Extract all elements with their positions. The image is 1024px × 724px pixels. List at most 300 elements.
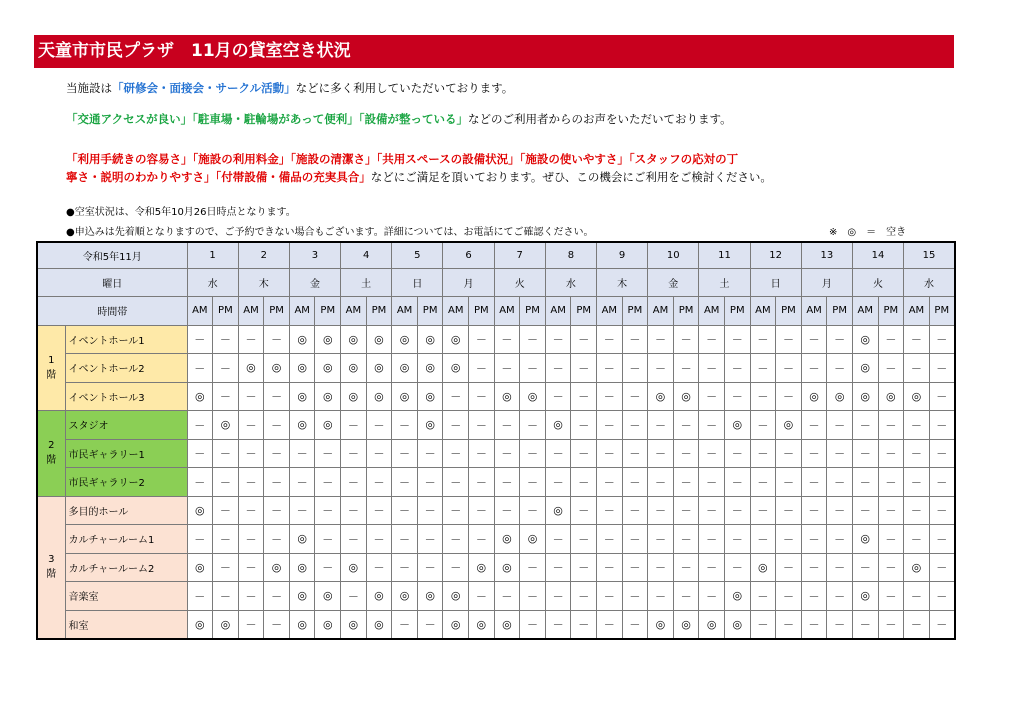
- availability-cell: －: [750, 439, 776, 468]
- am-header: AM: [750, 296, 776, 325]
- availability-cell: －: [545, 468, 571, 497]
- availability-cell: －: [187, 468, 213, 497]
- availability-cell: －: [827, 553, 853, 582]
- room-row: [37, 582, 955, 611]
- legend: ※ ◎ ＝ 空き: [829, 227, 907, 238]
- availability-cell: ◎: [545, 496, 571, 525]
- availability-cell: ◎: [852, 525, 878, 554]
- pm-header: PM: [417, 296, 443, 325]
- availability-cell: －: [699, 553, 725, 582]
- availability-cell: －: [545, 439, 571, 468]
- availability-cell: ◎: [904, 553, 930, 582]
- availability-cell: －: [801, 610, 827, 639]
- availability-cell: ◎: [341, 325, 367, 354]
- intro-paragraph-3-line-1: 「利用手続きの容易さ」「施設の利用料金」「施設の清潔さ」「共用スペースの設備状況」「施設の使いやすさ」「スタッフの応対の丁: [66, 152, 739, 166]
- availability-cell: －: [827, 325, 853, 354]
- availability-cell: －: [750, 582, 776, 611]
- availability-cell: －: [366, 525, 392, 554]
- weekday-header: 土: [699, 268, 750, 296]
- availability-cell: －: [699, 382, 725, 411]
- room-row: [37, 468, 955, 497]
- availability-cell: －: [878, 439, 904, 468]
- availability-cell: ◎: [264, 354, 290, 383]
- availability-cell: －: [238, 439, 264, 468]
- pm-header: PM: [673, 296, 699, 325]
- pm-header: PM: [878, 296, 904, 325]
- room-name: イベントホール3: [65, 382, 187, 411]
- availability-cell: －: [238, 525, 264, 554]
- availability-cell: －: [750, 525, 776, 554]
- availability-cell: －: [622, 439, 648, 468]
- pm-header: PM: [469, 296, 495, 325]
- availability-cell: －: [622, 411, 648, 440]
- availability-cell: －: [801, 411, 827, 440]
- availability-cell: －: [213, 354, 239, 383]
- availability-cell: ◎: [494, 610, 520, 639]
- availability-cell: ◎: [443, 354, 469, 383]
- availability-cell: －: [878, 525, 904, 554]
- availability-cell: －: [622, 525, 648, 554]
- availability-cell: ◎: [750, 553, 776, 582]
- intro-text: などにご満足を頂いております。ぜひ、この機会にご利用をご検討ください。: [370, 170, 772, 184]
- availability-cell: －: [520, 325, 546, 354]
- availability-cell: －: [699, 439, 725, 468]
- availability-cell: －: [878, 496, 904, 525]
- pm-header: PM: [213, 296, 239, 325]
- availability-cell: －: [776, 582, 802, 611]
- room-name: 市民ギャラリー1: [65, 439, 187, 468]
- availability-cell: －: [904, 468, 930, 497]
- availability-cell: ◎: [904, 382, 930, 411]
- availability-cell: －: [187, 582, 213, 611]
- availability-cell: －: [827, 468, 853, 497]
- availability-cell: －: [852, 439, 878, 468]
- availability-cell: －: [469, 525, 495, 554]
- availability-cell: －: [187, 325, 213, 354]
- availability-cell: －: [904, 325, 930, 354]
- am-header: AM: [904, 296, 930, 325]
- availability-cell: －: [597, 325, 623, 354]
- availability-cell: －: [648, 325, 674, 354]
- availability-cell: －: [392, 439, 418, 468]
- availability-cell: ◎: [878, 382, 904, 411]
- availability-cell: －: [929, 525, 955, 554]
- day-header: 15: [904, 242, 955, 268]
- availability-cell: －: [545, 325, 571, 354]
- availability-cell: －: [622, 496, 648, 525]
- availability-cell: －: [878, 325, 904, 354]
- availability-cell: ◎: [827, 382, 853, 411]
- availability-cell: －: [597, 553, 623, 582]
- am-header: AM: [392, 296, 418, 325]
- availability-cell: －: [341, 525, 367, 554]
- availability-cell: ◎: [417, 354, 443, 383]
- availability-cell: －: [724, 325, 750, 354]
- availability-cell: －: [417, 468, 443, 497]
- availability-cell: －: [673, 525, 699, 554]
- availability-cell: －: [597, 496, 623, 525]
- availability-cell: －: [571, 382, 597, 411]
- room-name: カルチャールーム1: [65, 525, 187, 554]
- availability-cell: －: [213, 382, 239, 411]
- availability-cell: －: [238, 610, 264, 639]
- am-header: AM: [187, 296, 213, 325]
- availability-cell: －: [238, 325, 264, 354]
- availability-cell: －: [264, 411, 290, 440]
- availability-cell: ◎: [417, 382, 443, 411]
- availability-cell: ◎: [724, 411, 750, 440]
- room-row: [37, 525, 955, 554]
- availability-cell: －: [315, 439, 341, 468]
- availability-cell: ◎: [315, 382, 341, 411]
- availability-cell: ◎: [366, 382, 392, 411]
- room-name: 多目的ホール: [65, 496, 187, 525]
- pm-header: PM: [264, 296, 290, 325]
- availability-cell: －: [801, 468, 827, 497]
- room-row: [37, 553, 955, 582]
- availability-cell: ◎: [392, 382, 418, 411]
- availability-cell: －: [648, 525, 674, 554]
- availability-cell: －: [827, 610, 853, 639]
- availability-cell: －: [571, 525, 597, 554]
- room-row: [37, 325, 955, 354]
- availability-cell: －: [494, 325, 520, 354]
- availability-cell: －: [443, 525, 469, 554]
- availability-cell: ◎: [417, 411, 443, 440]
- availability-cell: ◎: [315, 354, 341, 383]
- availability-cell: －: [776, 496, 802, 525]
- day-header: 2: [238, 242, 289, 268]
- availability-cell: －: [776, 382, 802, 411]
- intro-text: などに多く利用していただいております。: [295, 81, 514, 95]
- intro-highlight: 「研修会・面接会・サークル活動」: [112, 81, 296, 95]
- availability-cell: －: [443, 382, 469, 411]
- availability-cell: ◎: [673, 382, 699, 411]
- availability-cell: ◎: [520, 382, 546, 411]
- availability-cell: ◎: [469, 553, 495, 582]
- availability-cell: －: [545, 382, 571, 411]
- availability-cell: ◎: [341, 382, 367, 411]
- availability-cell: ◎: [315, 325, 341, 354]
- availability-cell: －: [929, 411, 955, 440]
- availability-cell: －: [443, 496, 469, 525]
- availability-cell: ◎: [443, 582, 469, 611]
- availability-cell: －: [929, 439, 955, 468]
- room-row: [37, 411, 955, 440]
- availability-cell: －: [622, 468, 648, 497]
- availability-cell: －: [264, 610, 290, 639]
- availability-cell: －: [315, 496, 341, 525]
- intro-paragraph-3-line-2: [66, 169, 772, 185]
- availability-cell: －: [545, 525, 571, 554]
- day-header: 7: [494, 242, 545, 268]
- availability-cell: －: [724, 468, 750, 497]
- availability-cell: －: [827, 354, 853, 383]
- availability-cell: －: [904, 525, 930, 554]
- availability-cell: ◎: [315, 411, 341, 440]
- day-header: 1: [187, 242, 238, 268]
- availability-cell: ◎: [238, 354, 264, 383]
- availability-cell: －: [520, 610, 546, 639]
- availability-cell: ◎: [289, 610, 315, 639]
- pm-header: PM: [366, 296, 392, 325]
- am-header: AM: [494, 296, 520, 325]
- availability-cell: －: [776, 610, 802, 639]
- weekday-header: 月: [801, 268, 852, 296]
- availability-cell: －: [776, 553, 802, 582]
- availability-cell: －: [801, 439, 827, 468]
- availability-cell: ◎: [417, 582, 443, 611]
- header-row-days: [37, 242, 955, 268]
- availability-cell: －: [673, 439, 699, 468]
- room-name: 和室: [65, 610, 187, 639]
- weekday-header: 水: [904, 268, 955, 296]
- availability-cell: －: [622, 354, 648, 383]
- availability-cell: ◎: [776, 411, 802, 440]
- availability-cell: －: [238, 411, 264, 440]
- availability-cell: ◎: [852, 325, 878, 354]
- room-name: 市民ギャラリー2: [65, 468, 187, 497]
- availability-cell: －: [673, 496, 699, 525]
- intro-text: などのご利用者からのお声をいただいております。: [468, 112, 732, 126]
- availability-cell: ◎: [417, 325, 443, 354]
- availability-cell: －: [238, 468, 264, 497]
- room-row: [37, 354, 955, 383]
- availability-cell: －: [750, 411, 776, 440]
- availability-cell: －: [622, 325, 648, 354]
- availability-cell: －: [520, 582, 546, 611]
- availability-cell: ◎: [341, 553, 367, 582]
- availability-cell: －: [417, 439, 443, 468]
- availability-cell: －: [852, 610, 878, 639]
- weekday-header: 月: [443, 268, 494, 296]
- availability-cell: －: [776, 354, 802, 383]
- availability-cell: －: [776, 525, 802, 554]
- availability-cell: －: [187, 439, 213, 468]
- availability-cell: －: [341, 439, 367, 468]
- availability-cell: －: [724, 553, 750, 582]
- availability-cell: －: [801, 525, 827, 554]
- weekday-header: 木: [238, 268, 289, 296]
- availability-cell: －: [750, 382, 776, 411]
- availability-cell: －: [187, 411, 213, 440]
- availability-cell: －: [494, 468, 520, 497]
- room-row: [37, 610, 955, 639]
- floor-label: 1 階: [37, 325, 65, 411]
- room-name: イベントホール2: [65, 354, 187, 383]
- availability-cell: －: [699, 496, 725, 525]
- availability-cell: ◎: [366, 325, 392, 354]
- intro-highlight: 「交通アクセスが良い」「駐車場・駐輪場があって便利」「設備が整っている」: [66, 112, 469, 126]
- pm-header: PM: [315, 296, 341, 325]
- availability-cell: －: [366, 496, 392, 525]
- availability-cell: －: [597, 382, 623, 411]
- availability-cell: ◎: [648, 610, 674, 639]
- availability-cell: －: [929, 325, 955, 354]
- availability-table: [36, 241, 956, 640]
- availability-cell: －: [571, 496, 597, 525]
- availability-cell: －: [341, 411, 367, 440]
- weekday-header: 土: [341, 268, 392, 296]
- availability-cell: －: [622, 382, 648, 411]
- availability-cell: －: [315, 525, 341, 554]
- header-month-label: 令和5年11月: [37, 242, 187, 268]
- availability-cell: －: [724, 354, 750, 383]
- availability-cell: －: [750, 325, 776, 354]
- availability-cell: ◎: [264, 553, 290, 582]
- availability-cell: ◎: [494, 553, 520, 582]
- availability-cell: ◎: [187, 496, 213, 525]
- availability-cell: ◎: [289, 382, 315, 411]
- availability-cell: ◎: [520, 525, 546, 554]
- room-name: スタジオ: [65, 411, 187, 440]
- availability-cell: －: [648, 411, 674, 440]
- availability-cell: －: [494, 496, 520, 525]
- availability-cell: －: [417, 525, 443, 554]
- availability-cell: －: [699, 525, 725, 554]
- day-header: 3: [289, 242, 340, 268]
- availability-cell: －: [904, 496, 930, 525]
- availability-cell: －: [392, 468, 418, 497]
- availability-cell: －: [801, 553, 827, 582]
- day-header: 6: [443, 242, 494, 268]
- availability-cell: －: [469, 582, 495, 611]
- availability-cell: ◎: [213, 610, 239, 639]
- availability-cell: ◎: [366, 582, 392, 611]
- availability-cell: －: [443, 468, 469, 497]
- availability-cell: －: [520, 411, 546, 440]
- availability-cell: －: [494, 439, 520, 468]
- availability-cell: ◎: [469, 610, 495, 639]
- page-title: 天童市市民プラザ 11月の貸室空き状況: [34, 35, 954, 68]
- am-header: AM: [648, 296, 674, 325]
- availability-cell: ◎: [545, 411, 571, 440]
- availability-cell: －: [622, 553, 648, 582]
- header-timeslot-label: 時間帯: [37, 296, 187, 325]
- intro-paragraph-2: [66, 111, 732, 127]
- availability-cell: －: [878, 354, 904, 383]
- availability-cell: －: [289, 439, 315, 468]
- availability-cell: －: [417, 496, 443, 525]
- availability-cell: ◎: [724, 582, 750, 611]
- availability-cell: －: [366, 439, 392, 468]
- availability-cell: －: [469, 354, 495, 383]
- availability-cell: －: [878, 553, 904, 582]
- availability-cell: －: [315, 553, 341, 582]
- availability-cell: ◎: [289, 582, 315, 611]
- availability-cell: －: [648, 553, 674, 582]
- availability-cell: －: [264, 525, 290, 554]
- pm-header: PM: [929, 296, 955, 325]
- intro-highlight: 寧さ・説明のわかりやすさ」「付帯設備・備品の充実具合」: [66, 170, 371, 184]
- availability-cell: －: [699, 411, 725, 440]
- availability-cell: ◎: [187, 610, 213, 639]
- availability-cell: ◎: [673, 610, 699, 639]
- day-header: 4: [341, 242, 392, 268]
- am-header: AM: [443, 296, 469, 325]
- availability-cell: －: [341, 582, 367, 611]
- pm-header: PM: [520, 296, 546, 325]
- availability-cell: －: [238, 496, 264, 525]
- availability-cell: －: [724, 382, 750, 411]
- availability-cell: －: [724, 439, 750, 468]
- am-header: AM: [852, 296, 878, 325]
- availability-cell: ◎: [289, 553, 315, 582]
- availability-cell: －: [571, 354, 597, 383]
- apply-note: ●申込みは先着順となりますので、ご予約できない場合もございます。詳細については、お電話にてご確認ください。: [66, 227, 594, 238]
- availability-cell: －: [673, 411, 699, 440]
- availability-cell: －: [289, 468, 315, 497]
- availability-cell: －: [469, 496, 495, 525]
- availability-cell: －: [750, 610, 776, 639]
- weekday-header: 日: [392, 268, 443, 296]
- availability-cell: －: [238, 382, 264, 411]
- availability-cell: ◎: [289, 354, 315, 383]
- availability-cell: ◎: [494, 382, 520, 411]
- availability-cell: ◎: [341, 610, 367, 639]
- day-header: 8: [545, 242, 596, 268]
- availability-cell: －: [264, 382, 290, 411]
- weekday-header: 日: [750, 268, 801, 296]
- availability-cell: ◎: [852, 354, 878, 383]
- room-name: イベントホール1: [65, 325, 187, 354]
- pm-header: PM: [622, 296, 648, 325]
- availability-cell: －: [852, 496, 878, 525]
- weekday-header: 水: [187, 268, 238, 296]
- availability-cell: ◎: [187, 382, 213, 411]
- availability-cell: －: [673, 553, 699, 582]
- availability-cell: －: [622, 582, 648, 611]
- availability-cell: －: [264, 582, 290, 611]
- availability-cell: －: [904, 411, 930, 440]
- availability-cell: －: [264, 325, 290, 354]
- availability-cell: －: [878, 582, 904, 611]
- availability-cell: －: [648, 496, 674, 525]
- availability-cell: －: [213, 525, 239, 554]
- availability-cell: －: [520, 439, 546, 468]
- availability-cell: －: [929, 382, 955, 411]
- availability-cell: －: [392, 411, 418, 440]
- availability-cell: －: [571, 610, 597, 639]
- availability-cell: －: [597, 468, 623, 497]
- floor-label: 2 階: [37, 411, 65, 497]
- availability-cell: －: [417, 553, 443, 582]
- availability-cell: －: [904, 439, 930, 468]
- availability-cell: －: [878, 610, 904, 639]
- availability-cell: －: [443, 553, 469, 582]
- availability-cell: －: [904, 582, 930, 611]
- availability-cell: －: [545, 610, 571, 639]
- availability-cell: ◎: [392, 354, 418, 383]
- availability-cell: －: [571, 411, 597, 440]
- weekday-header: 火: [852, 268, 903, 296]
- availability-cell: －: [469, 382, 495, 411]
- availability-cell: －: [878, 411, 904, 440]
- availability-cell: －: [724, 496, 750, 525]
- availability-cell: －: [469, 325, 495, 354]
- availability-cell: －: [341, 468, 367, 497]
- availability-cell: －: [724, 525, 750, 554]
- availability-cell: －: [929, 468, 955, 497]
- availability-cell: －: [469, 411, 495, 440]
- pm-header: PM: [827, 296, 853, 325]
- am-header: AM: [801, 296, 827, 325]
- availability-cell: ◎: [494, 525, 520, 554]
- availability-cell: －: [264, 468, 290, 497]
- availability-cell: －: [545, 553, 571, 582]
- availability-cell: －: [904, 610, 930, 639]
- availability-cell: ◎: [699, 610, 725, 639]
